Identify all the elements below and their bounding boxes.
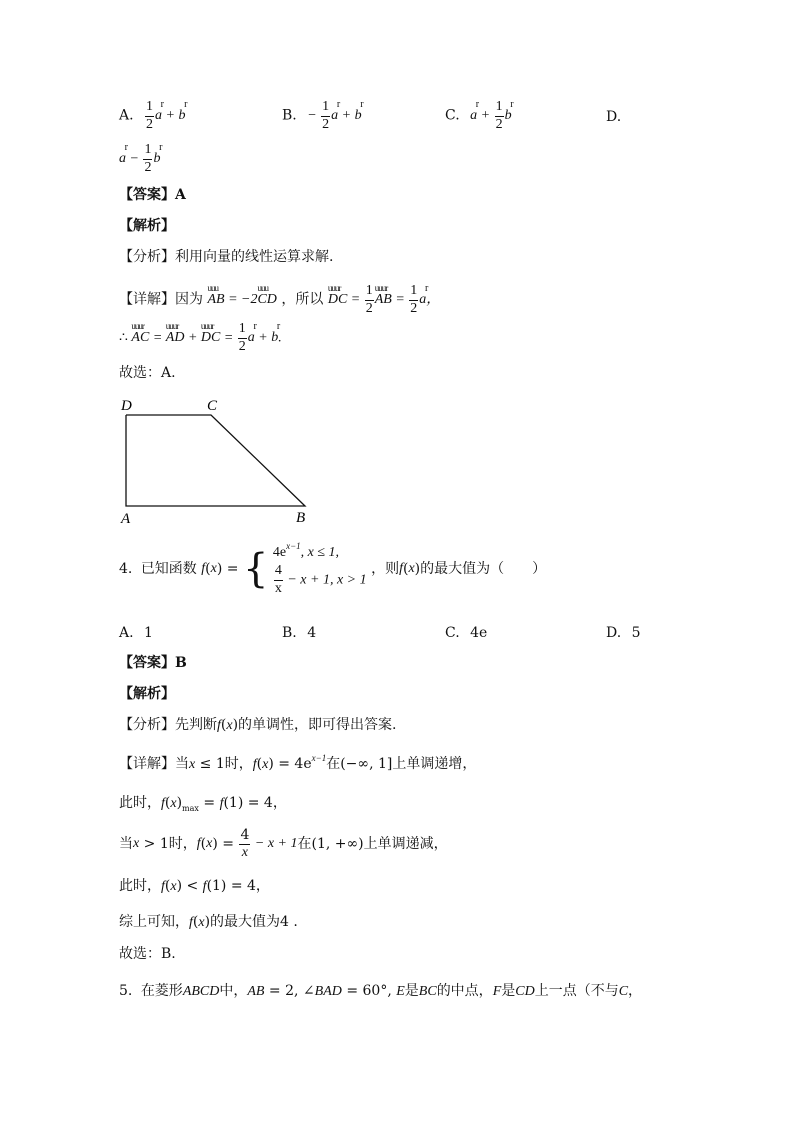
vertex-label-d: D: [121, 398, 132, 414]
q4-guxuan: 故选：B.: [119, 946, 176, 962]
q3-xiangjie: 【详解】因为 uuu AB = −2uuu CD ，所以 uuur DC = $\frac{1}{2}$ uuur AB = $\frac{1}{2}$ r a，: [119, 284, 440, 316]
q3-conclusion-eq: ∴ uuur AC = uuur AD + uuur DC = $\frac{1}{2}$ r a + r b.: [119, 322, 282, 354]
q4-xiangjie-line2: 此时，$f(x)_{max} = f(1) = 4$，: [119, 795, 287, 813]
q3-option-a: A. $\frac{1}{2}$ r a + r b: [119, 100, 185, 132]
trapezoid-outline: [126, 415, 305, 506]
q4-xiangjie-line5: 综上可知，f(x)的最大值为4 .: [119, 914, 298, 930]
q3-jiexi: 【解析】: [119, 218, 175, 234]
q4-xiangjie-line4: 此时，f(x) < f(1) = 4，: [119, 878, 270, 894]
q4-xiangjie-line3: 当x > 1时，f(x) = $\frac{4}{x}$ − x + 1在(1, +∞)上单调递减，: [119, 827, 448, 860]
q4-xiangjie-line1: 【详解】当x ≤ 1时，$f(x) = 4e^{x-1}$在(−∞, 1]上单调递增，: [119, 753, 477, 772]
q4-option-c: C. 4e: [445, 625, 488, 641]
vertex-label-a: A: [121, 511, 131, 527]
q4-jiexi: 【解析】: [119, 686, 175, 702]
q4-option-b: B. 4: [282, 625, 317, 641]
q3-fenxi: 【分析】利用向量的线性运算求解.: [119, 249, 334, 265]
q3-option-d-expr: r a − $\frac{1}{2}$ r b: [119, 143, 160, 175]
trapezoid-figure: [115, 395, 320, 527]
q3-guxuan: 故选：A.: [119, 365, 176, 381]
q3-option-d: D.: [606, 109, 622, 125]
q4-stem: 4. 已知函数 f(x) = { $4e^{x-1}$, x ≤ 1, $\frac{4}{x}$ − x + 1, x > 1 ，则f(x)的最大值为（ ）: [119, 541, 547, 596]
q4-fenxi: 【分析】先判断f(x)的单调性，即可得出答案.: [119, 717, 397, 733]
vertex-label-c: C: [207, 398, 218, 414]
q5-stem: 5. 在菱形ABCD中，AB = 2, ∠BAD = 60°, E是BC的中点，F是CD上一点（不与C，: [119, 983, 643, 999]
q4-option-a: A. 1: [119, 625, 153, 641]
q3-option-c: C. r a + $\frac{1}{2}$ r b: [445, 100, 512, 132]
vertex-label-b: B: [296, 510, 306, 526]
q3-option-b: B. − $\frac{1}{2}$ r a + r b: [282, 100, 362, 132]
q3-answer: 【答案】A: [119, 187, 186, 203]
q4-option-d: D. 5: [606, 625, 641, 641]
q4-answer: 【答案】B: [119, 655, 187, 671]
